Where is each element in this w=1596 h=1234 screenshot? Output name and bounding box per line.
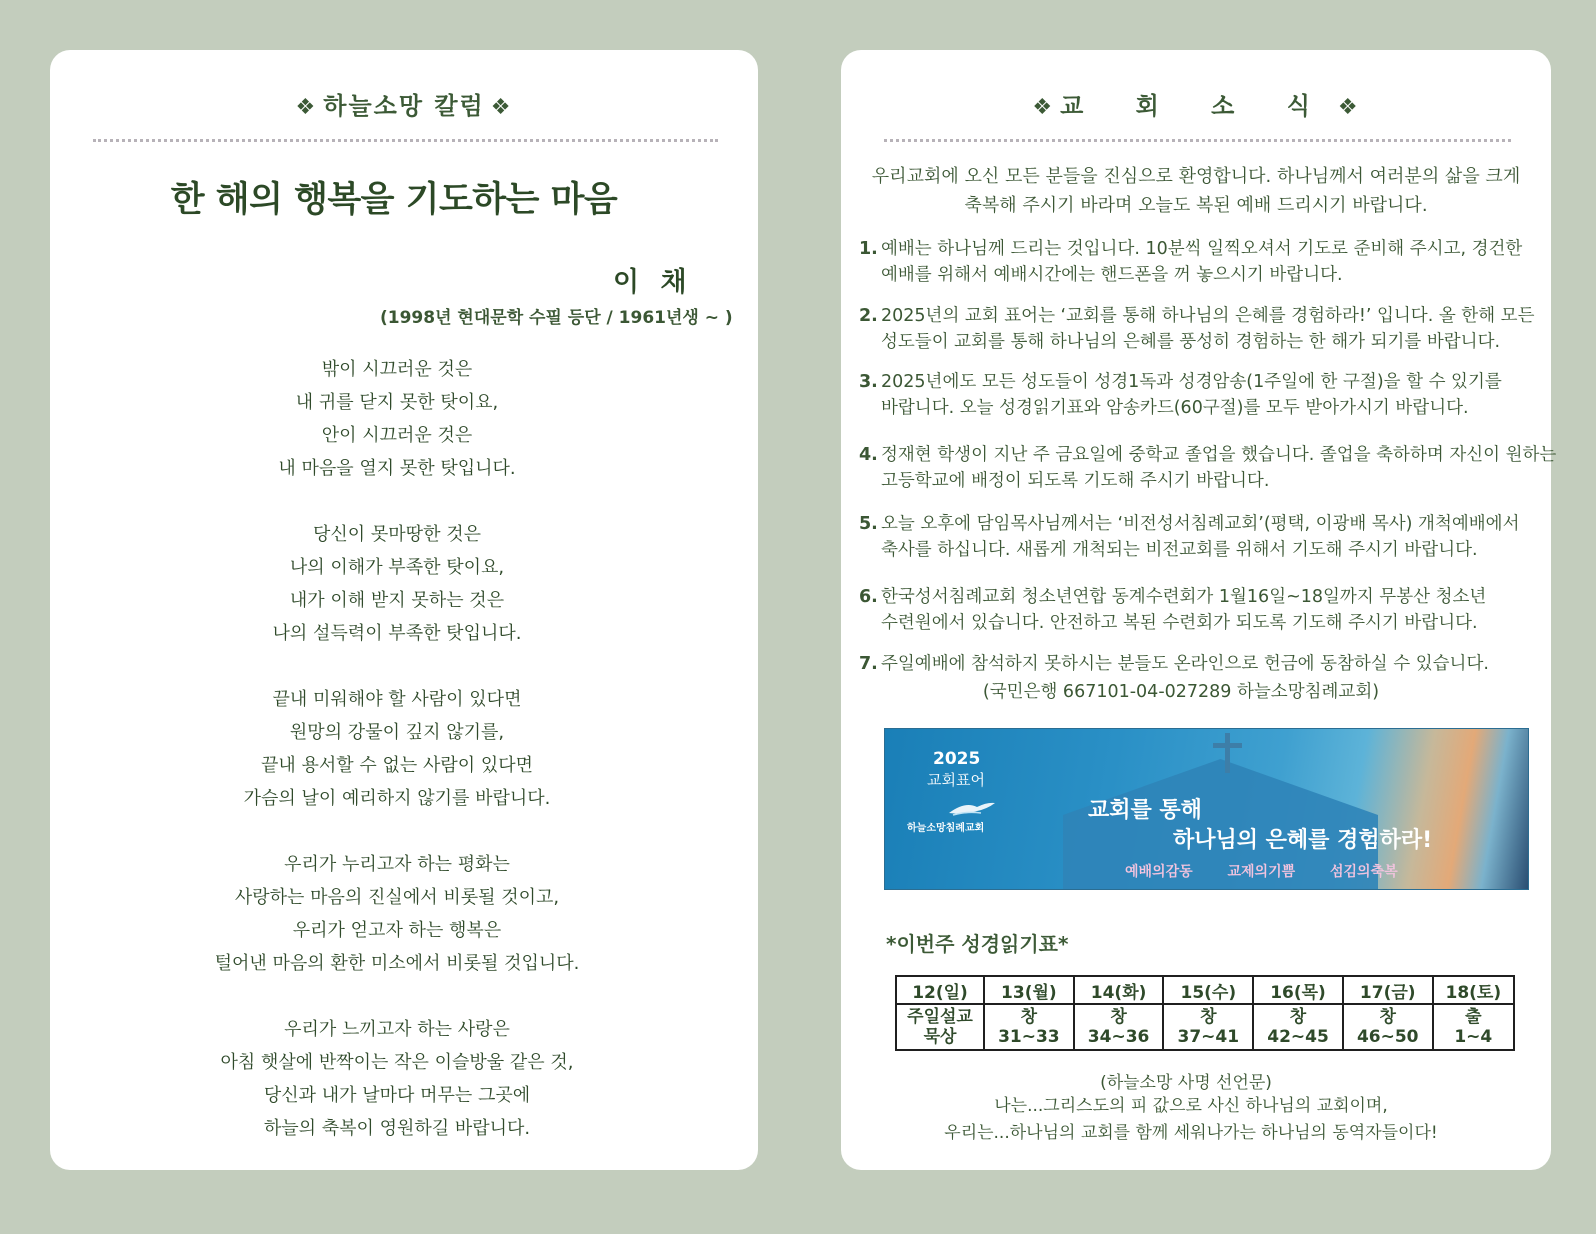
poem-line: 안이 시끄러운 것은 <box>321 425 473 446</box>
mission-title: (하늘소망 사명 선언문) <box>1100 1073 1272 1093</box>
cell-chapters: 42~45 <box>1267 1027 1329 1047</box>
banner-tag: 예배의감동 <box>1125 864 1193 880</box>
column-title: 한 해의 행복을 기도하는 마음 <box>170 180 618 220</box>
news-number: 5. <box>859 514 878 534</box>
banner-motto-label: 교회표어 <box>927 771 985 789</box>
welcome-message <box>861 162 1531 220</box>
cell-book: 창 <box>1289 1007 1307 1027</box>
bank-account-info: (국민은행 667101-04-027289 하늘소망침례교회) <box>982 682 1380 702</box>
table-header-cell: 16(목) <box>1253 976 1343 1004</box>
table-header-cell: 13(월) <box>984 976 1074 1004</box>
table-cell <box>1253 1004 1343 1050</box>
table-cell <box>1163 1004 1253 1050</box>
news-item <box>859 442 1557 494</box>
banner-headline: 하나님의 은혜를 경험하라! <box>1173 828 1433 853</box>
column-heading-text: 하늘소망 칼럼 <box>323 92 485 120</box>
poem-stanza <box>50 518 758 650</box>
news-text: 예배는 하나님께 드리는 것입니다. 10분씩 일찍오셔서 기도로 준비해 주시고, 경건한 <box>881 239 1523 259</box>
news-number: 3. <box>859 372 878 392</box>
table-row <box>896 1004 1514 1050</box>
poem-line: 털어낸 마음의 환한 미소에서 비롯될 것입니다. <box>214 953 580 974</box>
table-header-cell: 17(금) <box>1343 976 1433 1004</box>
poem-line: 끝내 용서할 수 없는 사람이 있다면 <box>260 755 534 776</box>
cell-chapters: 31~33 <box>998 1027 1060 1047</box>
banner-tag: 교제의기쁨 <box>1227 864 1296 880</box>
news-text: 2025년에도 모든 성도들이 성경1독과 성경암송(1주일에 한 구절)을 할 수 있기를 <box>881 372 1502 392</box>
welcome-line: 우리교회에 오신 모든 분들을 진심으로 환영합니다. 하나님께서 여러분의 삶을 크게 <box>871 166 1521 187</box>
poem-line: 당신과 내가 날마다 머무는 그곳에 <box>263 1085 531 1106</box>
poem-line: 사랑하는 마음의 진실에서 비롯될 것이고, <box>234 887 560 908</box>
cell-book: 창 <box>1020 1007 1038 1027</box>
cell-chapters: 묵상 <box>923 1027 957 1047</box>
dotted-divider <box>884 139 1511 142</box>
news-item <box>859 369 1547 421</box>
news-number: 4. <box>859 445 878 465</box>
poem-stanza <box>50 353 758 485</box>
news-text: 축사를 하십니다. 새롭게 개척되는 비전교회를 위해서 기도해 주시기 바랍니다. <box>881 540 1478 560</box>
motto-banner <box>884 728 1529 890</box>
cell-chapters: 37~41 <box>1177 1027 1240 1047</box>
news-text: 주일예배에 참석하지 못하시는 분들도 온라인으로 헌금에 동참하실 수 있습니다. <box>881 654 1489 674</box>
reading-schedule-table <box>895 975 1515 1051</box>
author-bio: (1998년 현대문학 수필 등단 / 1961년생 ~ ) <box>380 308 733 328</box>
poem-stanza <box>50 1013 758 1145</box>
table-header-cell: 18(토) <box>1433 976 1514 1004</box>
news-item <box>859 303 1547 355</box>
news-text: 한국성서침례교회 청소년연합 동계수련회가 1월16일~18일까지 무봉산 청소년 <box>881 587 1487 607</box>
mission-statement <box>841 1093 1551 1147</box>
welcome-line: 축복해 주시기 바라며 오늘도 복된 예배 드리시기 바랍니다. <box>964 195 1428 216</box>
banner-church-name: 하늘소망침례교회 <box>907 823 985 834</box>
cell-chapters: 1~4 <box>1454 1027 1493 1047</box>
poem-line: 우리가 얻고자 하는 행복은 <box>292 920 502 941</box>
news-text: 바랍니다. 오늘 성경읽기표와 암송카드(60구절)를 모두 받아가시기 바랍니다. <box>881 398 1469 418</box>
table-cell <box>896 1004 984 1050</box>
cross-icon <box>1213 743 1242 748</box>
poem-stanza <box>50 683 758 815</box>
poem-line: 끝내 미워해야 할 사람이 있다면 <box>272 689 522 710</box>
news-text: 성도들이 교회를 통해 하나님의 은혜를 풍성히 경험하는 한 해가 되기를 바랍니다. <box>881 332 1501 352</box>
poem-line: 밖이 시끄러운 것은 <box>321 359 473 380</box>
table-header-row <box>896 976 1514 1004</box>
banner-headline: 교회를 통해 <box>1088 798 1202 823</box>
poem-line: 당신이 못마땅한 것은 <box>313 524 481 545</box>
poem-line: 하늘의 축복이 영원하길 바랍니다. <box>263 1118 531 1139</box>
news-number: 6. <box>859 587 878 607</box>
cell-book: 창 <box>1110 1007 1127 1027</box>
news-text: 정재현 학생이 지난 주 금요일에 중학교 졸업을 했습니다. 졸업을 축하하며 자신이 원하는 <box>881 445 1557 465</box>
news-item <box>859 651 1547 677</box>
poem-line: 아침 햇살에 반짝이는 작은 이슬방울 같은 것, <box>220 1052 574 1073</box>
diamond-ornament-icon: ❖ <box>1032 95 1055 120</box>
cell-book: 주일설교 <box>907 1007 973 1027</box>
news-heading <box>841 86 1551 121</box>
mission-line: 나는...그리스도의 피 값으로 사신 하나님의 교회이며, <box>994 1096 1388 1116</box>
banner-tags <box>1125 861 1428 881</box>
diamond-ornament-icon: ❖ <box>490 95 513 120</box>
news-text: 오늘 오후에 담임목사님께서는 ‘비전성서침례교회’(평택, 이광배 목사) 개척예배에서 <box>881 514 1520 534</box>
table-cell <box>1074 1004 1164 1050</box>
poem-line: 원망의 강물이 깊지 않기를, <box>289 722 505 743</box>
mission-line: 우리는...하나님의 교회를 함께 세워나가는 하나님의 동역자들이다! <box>944 1123 1438 1143</box>
news-item <box>859 584 1547 636</box>
reading-schedule-title: *이번주 성경읽기표* <box>886 932 1069 956</box>
poem-line: 나의 설득력이 부족한 탓입니다. <box>272 623 522 644</box>
column-heading <box>50 86 758 121</box>
news-panel <box>841 50 1557 1170</box>
news-item <box>859 511 1547 563</box>
poem-line: 나의 이해가 부족한 탓이요, <box>289 557 505 578</box>
news-heading-text: 교 회 소 식 <box>1060 92 1332 120</box>
poem <box>50 353 758 1178</box>
news-number: 1. <box>859 239 878 259</box>
news-text: 고등학교에 배정이 되도록 기도해 주시기 바랍니다. <box>881 471 1270 491</box>
poem-line: 내 마음을 열지 못한 탓입니다. <box>278 458 516 479</box>
news-number: 2. <box>859 306 878 326</box>
cell-chapters: 34~36 <box>1087 1027 1150 1047</box>
cell-book: 창 <box>1379 1007 1396 1027</box>
dotted-divider <box>93 139 718 142</box>
cross-icon <box>1225 733 1230 773</box>
table-header-cell: 14(화) <box>1074 976 1164 1004</box>
diamond-ornament-icon: ❖ <box>1337 95 1360 120</box>
poem-line: 우리가 느끼고자 하는 사랑은 <box>284 1019 510 1040</box>
author-name: 이 채 <box>613 267 693 298</box>
banner-year: 2025 <box>933 749 981 769</box>
banner-tag: 섬김의축복 <box>1330 864 1398 880</box>
table-cell <box>1433 1004 1514 1050</box>
table-header-cell: 15(수) <box>1163 976 1253 1004</box>
table-header-cell: 12(일) <box>896 976 984 1004</box>
news-text: 예배를 위해서 예배시간에는 핸드폰을 꺼 놓으시기 바랍니다. <box>881 265 1343 285</box>
poem-line: 우리가 누리고자 하는 평화는 <box>284 854 510 875</box>
poem-line: 가슴의 날이 예리하지 않기를 바랍니다. <box>243 788 551 809</box>
cell-chapters: 46~50 <box>1356 1027 1419 1047</box>
table-cell <box>1343 1004 1433 1050</box>
column-panel <box>50 50 758 1170</box>
diamond-ornament-icon: ❖ <box>295 95 318 120</box>
news-text: 수련원에서 있습니다. 안전하고 복된 수련회가 되도록 기도해 주시기 바랍니다. <box>881 613 1478 633</box>
cell-book: 출 <box>1465 1007 1482 1027</box>
table-cell <box>984 1004 1074 1050</box>
poem-line: 내가 이해 받지 못하는 것은 <box>289 590 505 611</box>
poem-stanza <box>50 848 758 980</box>
news-item <box>859 236 1547 288</box>
poem-line: 내 귀를 닫지 못한 탓이요, <box>295 392 499 413</box>
news-text: 2025년의 교회 표어는 ‘교회를 통해 하나님의 은혜를 경험하라!’ 입니다. 올 한해 모든 <box>881 306 1535 326</box>
news-number: 7. <box>859 654 878 674</box>
cell-book: 창 <box>1200 1007 1217 1027</box>
dove-logo-icon <box>947 799 997 817</box>
